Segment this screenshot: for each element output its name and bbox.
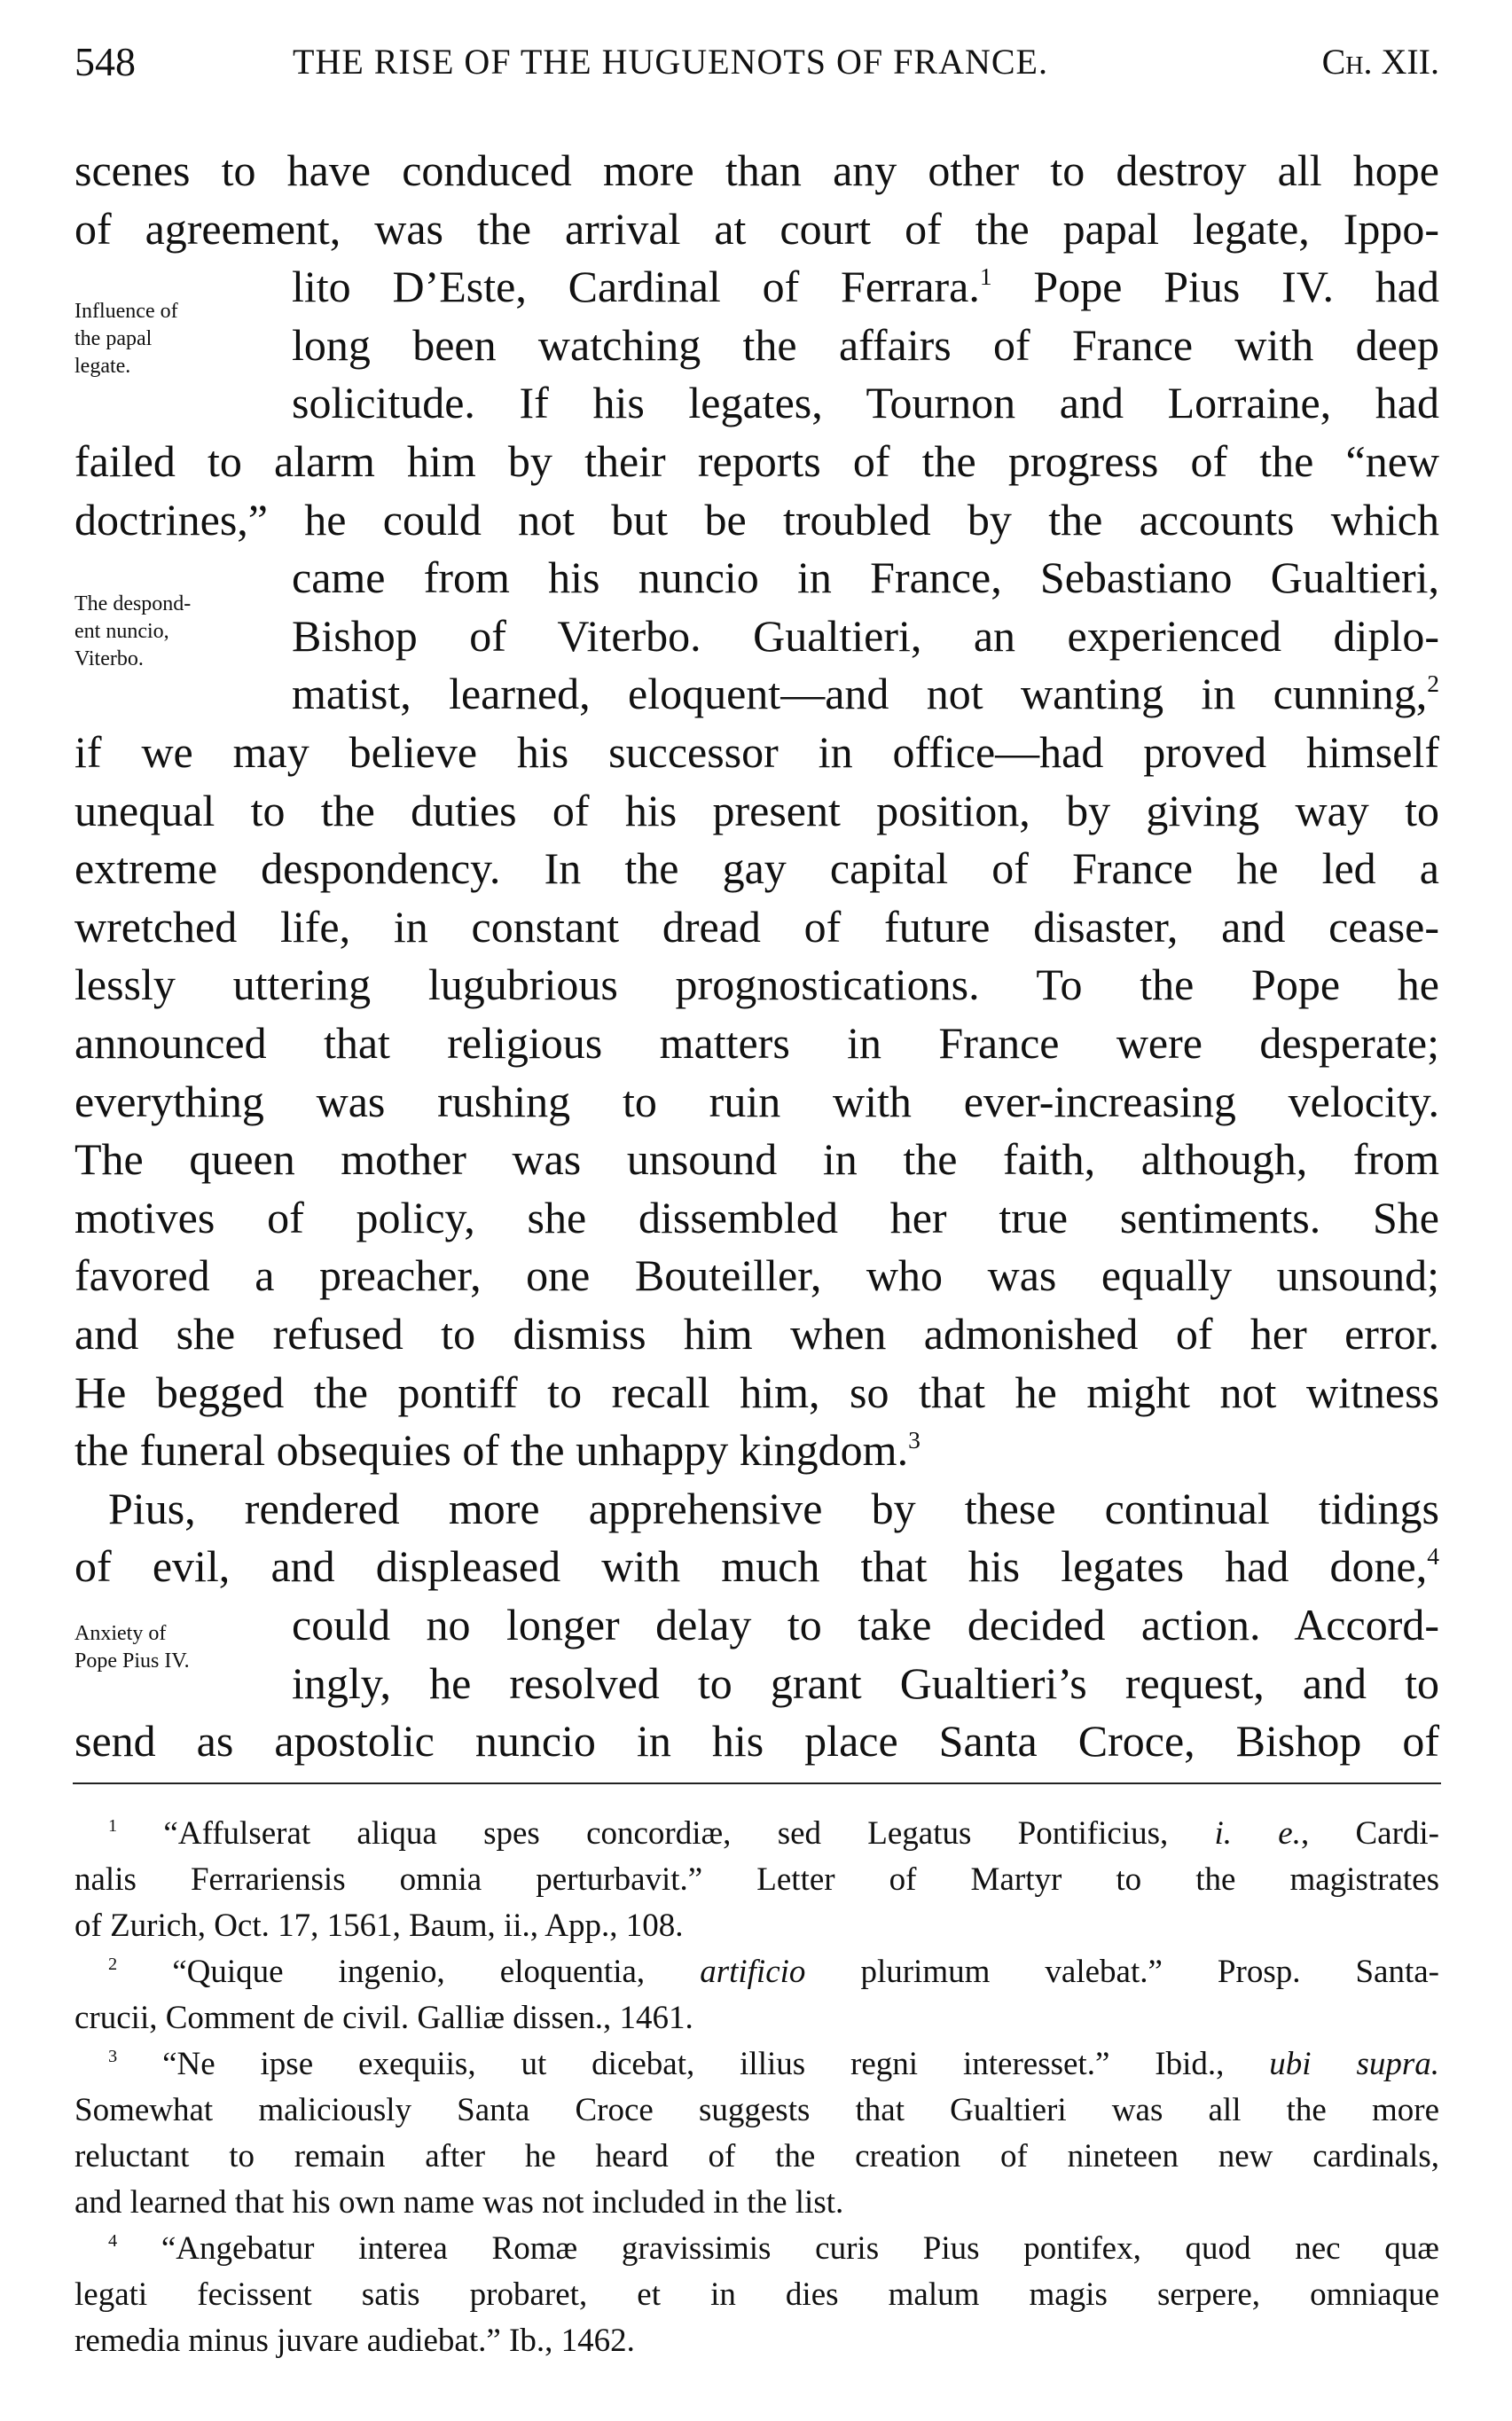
chapter-label: Ch. XII. [1321,42,1439,82]
body-line: announced that religious matters in France were desperate; [74,1018,1439,1068]
footnote-line: Somewhat maliciously Santa Croce suggests that Gualtieri was all the more [74,2092,1439,2128]
body-line: lessly uttering lugubrious prognostications. To the Pope he [74,960,1439,1010]
margin-note-line: The despond- [74,592,192,615]
running-title: THE RISE OF THE HUGUENOTS OF FRANCE. [293,42,1048,82]
body-line: doctrines,” he could not but be troubled by the accounts which [74,494,1439,545]
body-line: extreme despondency. In the gay capital of France he led a [74,843,1439,894]
footnote-line: and learned that his own name was not included in the list. [74,2184,844,2221]
footnote-line: $^1$ “Affulserat aliqua spes concordiæ, sed Legatus Pontificius, i. e., Cardi- [108,1815,1439,1852]
body-line: matist, learned, eloquent—and not wanting in cunning,$^2$ [292,669,1439,719]
body-line: long been watching the affairs of France with deep [292,319,1439,370]
body-line: and she refused to dismiss him when admonished of her error. [74,1309,1439,1359]
footnote-marker: 3 [908,1425,921,1453]
footnote-line: $^4$ “Angebatur interea Romæ gravissimis curis Pius pontifex, quod nec quæ [108,2230,1439,2267]
margin-note [74,591,191,673]
footnote-marker: 4 [108,2230,118,2251]
margin-note-line: Pope Pius IV. [74,1649,190,1673]
body-line: Pius, rendered more apprehensive by these continual tidings [108,1483,1439,1533]
body-line: He begged the pontiff to recall him, so that he might not witness [74,1367,1439,1417]
footnote-marker: 3 [108,2046,118,2066]
footnote-line: nalis Ferrariensis omnia perturbavit.” Letter of Martyr to the magistrates [74,1861,1439,1898]
body-line: unequal to the duties of his present position, by giving way to [74,785,1439,835]
body-line: scenes to have conduced more than any other to destroy all hope [74,145,1439,195]
footnote-marker: 4 [1427,1542,1439,1571]
footnote-line: $^3$ “Ne ipse exequiis, ut dicebat, illius regni interesset.” Ibid., ubi supra. [108,2046,1439,2082]
body-line: could no longer delay to take decided action. Accord- [292,1600,1439,1649]
page-number: 548 [74,39,136,84]
body-line: ingly, he resolved to grant Gualtieri’s request, and to [292,1657,1439,1708]
body-line: lito D’Este, Cardinal of Ferrara.$^1$ Pope Pius IV. had [292,262,1439,312]
italic-text: artificio [700,1954,806,1990]
footnote-line: reluctant to remain after he heard of the creation of nineteen new cardinals, [74,2138,1439,2174]
margin-note-line: Anxiety of [74,1622,167,1645]
body-line: solicitude. If his legates, Tournon and Lorraine, had [292,378,1439,428]
footnote-line: remedia minus juvare audiebat.” Ib., 1462. [74,2323,635,2359]
body-line: failed to alarm him by their reports of the progress of the “new [74,436,1439,486]
margin-note-line: Viterbo. [74,647,144,670]
body-line: The queen mother was unsound in the faith, although, from [74,1134,1439,1185]
margin-note-line: ent nuncio, [74,620,169,643]
footnote-line: of Zurich, Oct. 17, 1561, Baum, ii., App., 108. [74,1908,684,1944]
margin-note-line: Influence of [74,300,178,323]
italic-text: ubi supra. [1269,2046,1439,2082]
body-line: the funeral obsequies of the unhappy kingdom.$^3$ [74,1425,921,1476]
footnote-line: legati fecissent satis probaret, et in dies malum magis serpere, omniaque [74,2276,1439,2313]
body-line: Bishop of Viterbo. Gualtieri, an experienced diplo- [292,610,1439,661]
footnote-line: $^2$ “Quique ingenio, eloquentia, artificio plurimum valebat.” Prosp. Santa- [108,1954,1440,1990]
footnote-marker: 2 [1427,670,1439,698]
margin-note [74,298,178,380]
body-line: everything was rushing to ruin with ever-increasing velocity. [74,1076,1439,1126]
body-line: of agreement, was the arrival at court of the papal legate, Ippo- [74,203,1439,254]
footnote-marker: 1 [108,1815,118,1836]
body-line: if we may believe his successor in office—had proved himself [74,727,1439,777]
footnote-line: crucii, Comment de civil. Galliæ dissen., 1461. [74,2000,693,2036]
margin-note-line: legate. [74,355,131,378]
margin-note-line: the papal [74,327,153,350]
body-line: favored a preacher, one Bouteiller, who was equally unsound; [74,1250,1439,1301]
margin-note [74,1620,190,1675]
body-line: of evil, and displeased with much that his legates had done,$^4$ [74,1541,1439,1592]
italic-text: i. e. [1214,1815,1301,1852]
body-line: motives of policy, she dissembled her true sentiments. She [74,1192,1439,1242]
body-line: send as apostolic nuncio in his place Santa Croce, Bishop of [74,1716,1439,1767]
body-line: wretched life, in constant dread of future disaster, and cease- [74,901,1439,952]
footnote-divider [73,1782,1441,1784]
footnote-marker: 1 [979,262,992,290]
body-line: came from his nuncio in France, Sebastiano Gualtieri, [292,552,1439,603]
footnote-marker: 2 [108,1954,118,1974]
